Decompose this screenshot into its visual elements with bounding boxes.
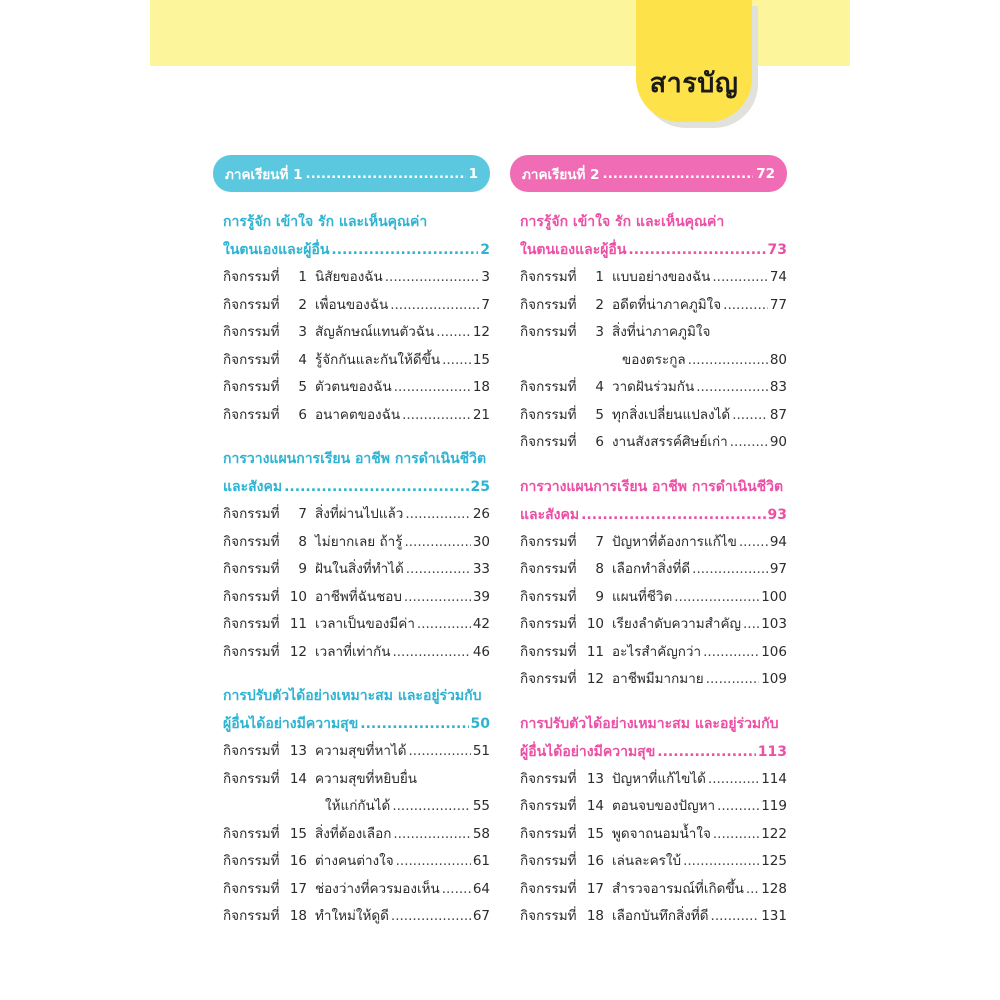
- leader-dots: [436, 319, 471, 347]
- entry-title: เรียงลำดับความสำคัญ: [612, 616, 742, 632]
- entry-page-number: 26: [472, 506, 490, 522]
- entry-prefix: กิจกรรมที่: [223, 506, 280, 522]
- entry-title: ตัวตนของฉัน: [315, 379, 392, 395]
- entry-page-number: 119: [761, 798, 787, 814]
- toc-entry[interactable]: [510, 264, 787, 292]
- entry-prefix: กิจกรรมที่: [520, 296, 577, 313]
- leader-dots: [391, 903, 471, 931]
- leader-dots: [692, 556, 768, 584]
- leader-dots: [402, 402, 471, 430]
- leader-dots: [746, 876, 759, 904]
- entry-page-number: 90: [769, 434, 787, 450]
- entry-title: แบบอย่างของฉัน: [612, 269, 711, 285]
- leader-dots: [393, 821, 470, 849]
- entry-prefix: กิจกรรมที่: [223, 770, 280, 787]
- leader-dots: [713, 821, 759, 849]
- entry-number: 2: [595, 296, 604, 313]
- leader-dots: [730, 429, 768, 457]
- toc-entry[interactable]: [510, 429, 787, 457]
- entry-number: 16: [289, 853, 307, 869]
- section-page-number: 73: [767, 242, 787, 258]
- leader-dots: [743, 611, 759, 639]
- entry-number: 9: [298, 561, 307, 577]
- toc-entry[interactable]: [510, 319, 787, 347]
- entry-number: 17: [586, 880, 604, 897]
- entry-number: 11: [289, 616, 307, 632]
- entry-page-number: 80: [769, 351, 787, 368]
- entry-page-number: 18: [472, 379, 490, 395]
- entry-number: 7: [298, 506, 307, 522]
- entry-title: ตอนจบของปัญหา: [612, 798, 716, 814]
- section-title-text: การรู้จัก เข้าใจ รัก และเห็นคุณค่า: [520, 214, 725, 230]
- leader-dots: [306, 166, 466, 182]
- entry-prefix: กิจกรรมที่: [223, 296, 280, 313]
- entry-page-number: 100: [761, 588, 787, 605]
- entry-title: ต่างคนต่างใจ: [315, 853, 394, 869]
- entry-prefix: กิจกรรมที่: [520, 561, 577, 577]
- entry-title: อดีตที่น่าภาคภูมิใจ: [612, 296, 722, 313]
- toc-entry[interactable]: [213, 501, 490, 529]
- entry-title: งานสังสรรค์ศิษย์เก่า: [612, 434, 728, 450]
- section-title-text: ในตนเองและผู้อื่น: [223, 242, 330, 258]
- leader-dots: [390, 292, 479, 320]
- section-page-number: 25: [470, 479, 490, 495]
- leader-dots: [396, 848, 471, 876]
- entry-title: ปัญหาที่แก้ไขได้: [612, 770, 706, 787]
- entry-prefix: กิจกรรมที่: [520, 406, 577, 423]
- entry-number: 14: [586, 798, 604, 814]
- entry-number: 10: [586, 616, 604, 632]
- toc-entry[interactable]: [213, 738, 490, 766]
- entry-prefix: กิจกรรมที่: [520, 616, 577, 632]
- entry-page-number: 97: [769, 561, 787, 577]
- entry-title: แผนที่ชีวิต: [612, 588, 673, 605]
- entry-prefix: กิจกรรมที่: [223, 616, 280, 632]
- toc-entry[interactable]: [510, 292, 787, 320]
- section-title-text: และสังคม: [520, 506, 580, 523]
- leader-dots: [406, 556, 471, 584]
- entry-page-number: 15: [472, 351, 490, 368]
- entry-title: รู้จักกันและกันให้ดีขึ้น: [315, 351, 441, 368]
- entry-number: 17: [289, 880, 307, 897]
- toc-entry[interactable]: [213, 556, 490, 584]
- entry-page-number: 94: [769, 533, 787, 550]
- entry-title: ฝันในสิ่งที่ทำได้: [315, 561, 404, 577]
- toc-entry[interactable]: [510, 402, 787, 430]
- entry-prefix: กิจกรรมที่: [520, 671, 577, 687]
- leader-dots: [723, 292, 768, 320]
- entry-title: อะไรสำคัญกว่า: [612, 643, 702, 660]
- term-page-number: 72: [756, 165, 775, 182]
- entry-title: ทุกสิ่งเปลี่ยนแปลงได้: [612, 406, 731, 423]
- section-title-line-2[interactable]: [510, 236, 787, 264]
- section-page-number: 93: [767, 506, 787, 523]
- entry-number: 6: [298, 406, 307, 423]
- section-title-text: การวางแผนการเรียน อาชีพ การดำเนินชีวิต: [223, 451, 487, 467]
- entry-number: 10: [289, 588, 307, 605]
- entry-prefix: กิจกรรมที่: [520, 379, 577, 395]
- entry-number: 8: [595, 561, 604, 577]
- section-title-line-1[interactable]: [213, 208, 490, 236]
- toc-entry[interactable]: [510, 848, 787, 876]
- entry-prefix: กิจกรรมที่: [520, 588, 577, 605]
- entry-title: สิ่งที่น่าภาคภูมิใจ: [612, 324, 711, 340]
- entry-title: นิสัยของฉัน: [315, 269, 383, 285]
- entry-title: สิ่งที่ผ่านไปแล้ว: [315, 506, 404, 522]
- term-label: ภาคเรียนที่ 1: [225, 166, 303, 183]
- section-title-text: การปรับตัวได้อย่างเหมาะสม และอยู่ร่วมกับ: [223, 688, 482, 704]
- toc-entry[interactable]: [510, 639, 787, 667]
- entry-page-number: 33: [472, 561, 490, 577]
- entry-title: เลือกบันทึกสิ่งที่ดี: [612, 908, 709, 924]
- entry-number: 11: [586, 643, 604, 660]
- term-2-column: [510, 155, 787, 931]
- toc-entry[interactable]: [213, 611, 490, 639]
- toc-entry[interactable]: [510, 821, 787, 849]
- entry-number: 18: [586, 908, 604, 924]
- leader-dots: [657, 738, 755, 766]
- entry-prefix: กิจกรรมที่: [520, 908, 577, 924]
- entry-prefix: กิจกรรมที่: [223, 588, 280, 605]
- toc-entry[interactable]: [510, 374, 787, 402]
- section-title-line-2[interactable]: [510, 738, 787, 766]
- section-page-number: 2: [480, 242, 490, 258]
- section-title-line-1[interactable]: [213, 445, 490, 473]
- toc-entry[interactable]: [213, 639, 490, 667]
- entry-page-number: 30: [472, 533, 490, 550]
- entry-page-number: 106: [761, 643, 787, 660]
- title-tab: [636, 0, 752, 122]
- entry-title: ความสุขที่หยิบยื่น: [315, 770, 417, 787]
- entry-number: 18: [289, 908, 307, 924]
- entry-number: 5: [595, 406, 604, 423]
- section-title-line-1[interactable]: [213, 682, 490, 710]
- leader-dots: [711, 903, 760, 931]
- entry-page-number: 109: [761, 671, 787, 687]
- entry-prefix: กิจกรรมที่: [223, 908, 280, 924]
- entry-number: 1: [298, 269, 307, 285]
- entry-title-continued: ให้แก่กันได้: [325, 798, 391, 814]
- section-title-line-2[interactable]: [213, 710, 490, 738]
- leader-dots: [442, 876, 471, 904]
- entry-title: สำรวจอารมณ์ที่เกิดขึ้น: [612, 880, 744, 897]
- entry-number: 9: [595, 588, 604, 605]
- entry-title: เพื่อนของฉัน: [315, 296, 389, 313]
- leader-dots: [360, 710, 468, 738]
- term-1-column: [213, 155, 490, 931]
- entry-page-number: 55: [472, 798, 490, 814]
- leader-dots: [392, 639, 470, 667]
- entry-title: สัญลักษณ์แทนตัวฉัน: [315, 324, 435, 340]
- toc-entry[interactable]: [213, 903, 490, 931]
- entry-page-number: 64: [472, 880, 490, 897]
- entry-page-number: 46: [472, 643, 490, 660]
- entry-page-number: 61: [472, 853, 490, 869]
- entry-number: 3: [595, 324, 604, 340]
- entry-prefix: กิจกรรมที่: [520, 434, 577, 450]
- toc-entry[interactable]: [213, 319, 490, 347]
- toc-entry[interactable]: [213, 292, 490, 320]
- leader-dots: [628, 236, 765, 264]
- entry-number: 14: [289, 770, 307, 787]
- leader-dots: [717, 793, 759, 821]
- toc-entry[interactable]: [510, 529, 787, 557]
- toc-entry[interactable]: [213, 766, 490, 794]
- entry-page-number: 103: [761, 616, 787, 632]
- toc-entry[interactable]: [213, 821, 490, 849]
- entry-page-number: 42: [472, 616, 490, 632]
- leader-dots: [409, 738, 471, 766]
- entry-title-continued: ของตระกูล: [622, 351, 686, 368]
- page-title: สารบัญ: [649, 68, 739, 99]
- toc-section: [213, 682, 490, 931]
- section-title-text: ผู้อื่นได้อย่างมีความสุข: [520, 743, 656, 760]
- entry-number: 2: [298, 296, 307, 313]
- entry-page-number: 128: [761, 880, 787, 897]
- toc-entry[interactable]: [213, 529, 490, 557]
- entry-prefix: กิจกรรมที่: [223, 853, 280, 869]
- entry-page-number: 114: [761, 770, 787, 787]
- entry-number: 12: [586, 671, 604, 687]
- entry-number: 7: [595, 533, 604, 550]
- toc-entry[interactable]: [510, 903, 787, 931]
- entry-prefix: กิจกรรมที่: [223, 533, 280, 550]
- toc-entry[interactable]: [510, 876, 787, 904]
- leader-dots: [603, 166, 754, 182]
- entry-number: 15: [586, 825, 604, 842]
- section-title-line-1[interactable]: [510, 208, 787, 236]
- entry-prefix: กิจกรรมที่: [520, 269, 577, 285]
- section-title-line-1[interactable]: [510, 473, 787, 501]
- leader-dots: [331, 236, 478, 264]
- entry-title: ความสุขที่หาได้: [315, 743, 407, 759]
- entry-title: เวลาเป็นของมีค่า: [315, 616, 415, 632]
- entry-title: อาชีพมีมากมาย: [612, 671, 704, 687]
- entry-number: 1: [595, 269, 604, 285]
- section-title-text: การปรับตัวได้อย่างเหมาะสม และอยู่ร่วมกับ: [520, 715, 779, 732]
- entry-page-number: 77: [769, 296, 787, 313]
- toc-entry[interactable]: [510, 556, 787, 584]
- entry-prefix: กิจกรรมที่: [223, 880, 280, 897]
- leader-dots: [674, 584, 759, 612]
- entry-prefix: กิจกรรมที่: [223, 269, 280, 285]
- entry-number: 13: [586, 770, 604, 787]
- leader-dots: [404, 584, 471, 612]
- toc-section: [213, 445, 490, 666]
- toc-entry[interactable]: [213, 374, 490, 402]
- entry-page-number: 58: [472, 825, 490, 842]
- entry-prefix: กิจกรรมที่: [520, 853, 577, 869]
- toc-entry[interactable]: [510, 666, 787, 694]
- entry-number: 8: [298, 533, 307, 550]
- leader-dots: [581, 501, 765, 529]
- toc-entry[interactable]: [510, 584, 787, 612]
- entry-title: ปัญหาที่ต้องการแก้ไข: [612, 533, 737, 550]
- entry-prefix: กิจกรรมที่: [520, 770, 577, 787]
- entry-page-number: 3: [481, 269, 490, 285]
- entry-number: 3: [298, 324, 307, 340]
- section-title-line-2[interactable]: [213, 473, 490, 501]
- leader-dots: [688, 347, 768, 375]
- leader-dots: [706, 666, 760, 694]
- toc-entry[interactable]: [213, 848, 490, 876]
- section-title-text: ในตนเองและผู้อื่น: [520, 242, 627, 258]
- section-title-text: การวางแผนการเรียน อาชีพ การดำเนินชีวิต: [520, 478, 784, 495]
- section-title-text: ผู้อื่นได้อย่างมีความสุข: [223, 716, 359, 732]
- entry-page-number: 12: [472, 324, 490, 340]
- entry-page-number: 7: [481, 296, 490, 313]
- leader-dots: [404, 529, 470, 557]
- section-page-number: 50: [470, 716, 490, 732]
- entry-prefix: กิจกรรมที่: [520, 825, 577, 842]
- entry-title: เลือกทำสิ่งที่ดี: [612, 561, 691, 577]
- toc-entry[interactable]: [213, 264, 490, 292]
- entry-title: สิ่งที่ต้องเลือก: [315, 825, 392, 842]
- toc-entry[interactable]: [213, 347, 490, 375]
- toc-entry[interactable]: [213, 584, 490, 612]
- entry-number: 13: [289, 743, 307, 759]
- entry-page-number: 39: [472, 588, 490, 605]
- entry-prefix: กิจกรรมที่: [223, 379, 280, 395]
- leader-dots: [284, 473, 468, 501]
- entry-number: 5: [298, 379, 307, 395]
- entry-prefix: กิจกรรมที่: [520, 643, 577, 660]
- term-header[interactable]: [510, 155, 787, 192]
- section-title-text: และสังคม: [223, 479, 283, 495]
- entry-title: ช่องว่างที่ควรมองเห็น: [315, 880, 440, 897]
- section-page-number: 113: [757, 743, 787, 760]
- section-title-text: การรู้จัก เข้าใจ รัก และเห็นคุณค่า: [223, 214, 428, 230]
- leader-dots: [385, 264, 480, 292]
- section-title-line-2[interactable]: [510, 501, 787, 529]
- entry-title: ทำใหม่ให้ดูดี: [315, 908, 389, 924]
- toc-section: [510, 208, 787, 457]
- entry-title: พูดจาถนอมน้ำใจ: [612, 825, 711, 842]
- entry-prefix: กิจกรรมที่: [223, 351, 280, 368]
- leader-dots: [405, 501, 470, 529]
- leader-dots: [712, 264, 767, 292]
- toc-entry[interactable]: [510, 766, 787, 794]
- toc-entry-continuation[interactable]: [510, 347, 787, 375]
- section-title-line-2[interactable]: [213, 236, 490, 264]
- section-title-line-1[interactable]: [510, 710, 787, 738]
- leader-dots: [703, 639, 759, 667]
- entry-prefix: กิจกรรมที่: [223, 643, 280, 660]
- leader-dots: [696, 374, 768, 402]
- entry-prefix: กิจกรรมที่: [223, 743, 280, 759]
- entry-page-number: 51: [472, 743, 490, 759]
- entry-number: 12: [289, 643, 307, 660]
- entry-prefix: กิจกรรมที่: [223, 324, 280, 340]
- entry-page-number: 125: [761, 853, 787, 869]
- toc-entry[interactable]: [510, 793, 787, 821]
- toc-entry[interactable]: [213, 876, 490, 904]
- entry-page-number: 87: [769, 406, 787, 423]
- entry-page-number: 122: [761, 825, 787, 842]
- entry-number: 6: [595, 434, 604, 450]
- entry-number: 15: [289, 825, 307, 842]
- term-label: ภาคเรียนที่ 2: [522, 166, 600, 183]
- entry-number: 4: [595, 379, 604, 395]
- toc-section: [510, 710, 787, 931]
- entry-title: ไม่ยากเลย ถ้ารู้: [315, 533, 403, 550]
- leader-dots: [394, 374, 471, 402]
- entry-title: อนาคตของฉัน: [315, 406, 401, 423]
- leader-dots: [708, 766, 759, 794]
- entry-number: 4: [298, 351, 307, 368]
- entry-prefix: กิจกรรมที่: [223, 561, 280, 577]
- entry-prefix: กิจกรรมที่: [520, 798, 577, 814]
- leader-dots: [739, 529, 768, 557]
- entry-page-number: 83: [769, 379, 787, 395]
- entry-title: อาชีพที่ฉันชอบ: [315, 588, 402, 605]
- entry-prefix: กิจกรรมที่: [520, 533, 577, 550]
- entry-prefix: กิจกรรมที่: [223, 406, 280, 423]
- entry-title: เวลาที่เท่ากัน: [315, 643, 391, 660]
- entry-title: เล่นละครใบ้: [612, 853, 682, 869]
- term-page-number: 1: [468, 165, 478, 182]
- entry-title: วาดฝันร่วมกัน: [612, 379, 695, 395]
- toc-entry[interactable]: [213, 402, 490, 430]
- toc-section: [510, 473, 787, 694]
- entry-number: 16: [586, 853, 604, 869]
- leader-dots: [732, 402, 768, 430]
- leader-dots: [392, 793, 470, 821]
- entry-page-number: 74: [769, 269, 787, 285]
- toc-section: [213, 208, 490, 429]
- leader-dots: [442, 347, 471, 375]
- entry-page-number: 131: [761, 908, 787, 924]
- leader-dots: [417, 611, 471, 639]
- term-header[interactable]: [213, 155, 490, 192]
- entry-prefix: กิจกรรมที่: [223, 825, 280, 842]
- entry-page-number: 21: [472, 406, 490, 423]
- entry-prefix: กิจกรรมที่: [520, 880, 577, 897]
- leader-dots: [683, 848, 759, 876]
- entry-prefix: กิจกรรมที่: [520, 324, 577, 340]
- entry-page-number: 67: [472, 908, 490, 924]
- toc-entry[interactable]: [510, 611, 787, 639]
- toc-entry-continuation[interactable]: [213, 793, 490, 821]
